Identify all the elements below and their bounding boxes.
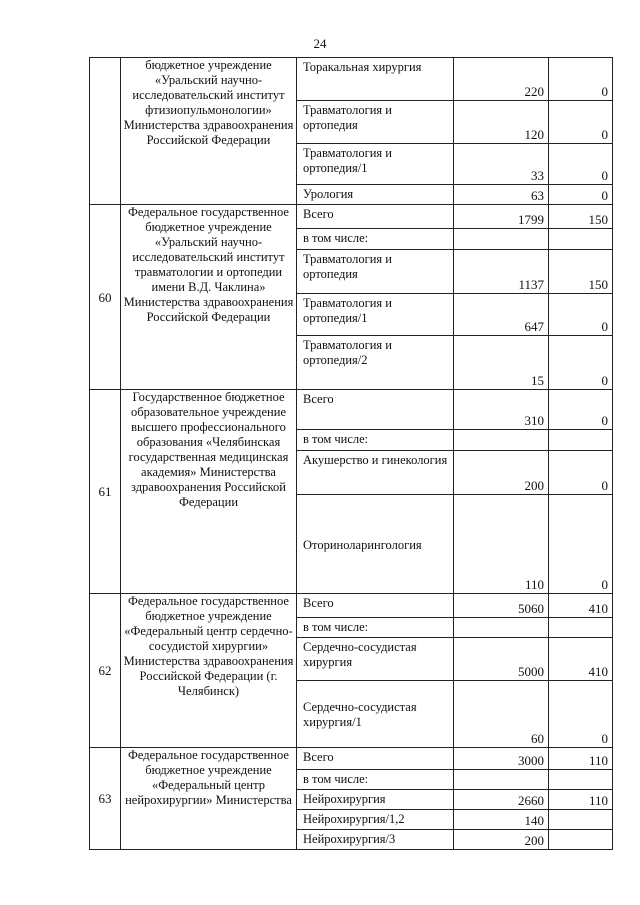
total-cell: 200 (454, 830, 549, 850)
profile-cell: Всего (297, 390, 454, 430)
profile-cell: Травматология и ортопедия/1 (297, 294, 454, 336)
total-cell: 120 (454, 101, 549, 144)
table-row (90, 58, 613, 101)
profile-cell: в том числе: (297, 770, 454, 790)
hightech-cell: 0 (549, 101, 613, 144)
total-cell (454, 229, 549, 250)
total-cell: 3000 (454, 748, 549, 770)
profile-cell: Акушерство и гинекология (297, 451, 454, 495)
hightech-cell: 150 (549, 250, 613, 294)
profile-cell: Нейрохирургия (297, 790, 454, 810)
profile-cell: Травматология и ортопедия/2 (297, 336, 454, 390)
table-row (90, 748, 613, 770)
hightech-cell (549, 810, 613, 830)
row-number: 61 (90, 390, 121, 594)
total-cell: 33 (454, 144, 549, 185)
profile-cell: Урология (297, 185, 454, 205)
total-cell: 5000 (454, 638, 549, 681)
profile-cell: Всего (297, 748, 454, 770)
profile-cell: в том числе: (297, 430, 454, 451)
hightech-cell (549, 830, 613, 850)
hightech-cell (549, 770, 613, 790)
row-number: 60 (90, 205, 121, 390)
profile-cell: Сердечно-сосудистая хирургия (297, 638, 454, 681)
hightech-cell: 0 (549, 390, 613, 430)
total-cell: 63 (454, 185, 549, 205)
profile-cell: Травматология и ортопедия (297, 250, 454, 294)
profile-cell: Сердечно-сосудистая хирургия/1 (297, 681, 454, 748)
hightech-cell (549, 229, 613, 250)
row-number (90, 58, 121, 205)
page-number: 24 (313, 36, 327, 51)
hightech-cell: 0 (549, 144, 613, 185)
total-cell: 15 (454, 336, 549, 390)
row-number: 63 (90, 748, 121, 850)
profile-cell: в том числе: (297, 618, 454, 638)
total-cell: 647 (454, 294, 549, 336)
total-cell: 140 (454, 810, 549, 830)
table-row (90, 205, 613, 229)
hightech-cell (549, 618, 613, 638)
institution-name: Федеральное государственное бюджетное учреждение «Федеральный центр нейрохирургии» Министерства (121, 748, 297, 850)
institution-name: Федеральное государственное бюджетное учреждение «Федеральный центр сердечно-сосудистой хирургии» Министерства здравоохранения Российской Федерации (г. Челябинск) (121, 594, 297, 748)
total-cell: 2660 (454, 790, 549, 810)
hightech-cell: 0 (549, 681, 613, 748)
profile-cell: Травматология и ортопедия (297, 101, 454, 144)
quota-table (89, 57, 613, 850)
hightech-cell: 110 (549, 790, 613, 810)
hightech-cell (549, 430, 613, 451)
profile-cell: Нейрохирургия/3 (297, 830, 454, 850)
institution-name: Федеральное государственное бюджетное учреждение «Уральский научно-исследовательский институт травматологии и ортопедии имени В.Д. Чаклина» Министерства здравоохранения Российской Федерации (121, 205, 297, 390)
hightech-cell: 0 (549, 495, 613, 594)
total-cell: 200 (454, 451, 549, 495)
hightech-cell: 410 (549, 594, 613, 618)
total-cell: 310 (454, 390, 549, 430)
hightech-cell: 0 (549, 185, 613, 205)
institution-name: бюджетное учреждение «Уральский научно-исследовательский институт фтизиопульмонологии» Министерства здравоохранения Российской Федерации (121, 58, 297, 205)
row-number: 62 (90, 594, 121, 748)
table-row (90, 594, 613, 618)
profile-cell: Оториноларингология (297, 495, 454, 594)
profile-cell: Нейрохирургия/1,2 (297, 810, 454, 830)
hightech-cell: 0 (549, 451, 613, 495)
total-cell: 1137 (454, 250, 549, 294)
total-cell (454, 430, 549, 451)
hightech-cell: 0 (549, 58, 613, 101)
table-row (90, 390, 613, 430)
total-cell: 110 (454, 495, 549, 594)
total-cell: 60 (454, 681, 549, 748)
total-cell (454, 618, 549, 638)
total-cell (454, 770, 549, 790)
profile-cell: в том числе: (297, 229, 454, 250)
hightech-cell: 0 (549, 294, 613, 336)
institution-name: Государственное бюджетное образовательное учреждение высшего профессионального образования «Челябинская государственная медицинская академия» Министерства здравоохранения Российской Федерации (121, 390, 297, 594)
hightech-cell: 150 (549, 205, 613, 229)
total-cell: 220 (454, 58, 549, 101)
hightech-cell: 0 (549, 336, 613, 390)
profile-cell: Всего (297, 205, 454, 229)
total-cell: 5060 (454, 594, 549, 618)
profile-cell: Травматология и ортопедия/1 (297, 144, 454, 185)
hightech-cell: 110 (549, 748, 613, 770)
hightech-cell: 410 (549, 638, 613, 681)
total-cell: 1799 (454, 205, 549, 229)
profile-cell: Всего (297, 594, 454, 618)
profile-cell: Торакальная хирургия (297, 58, 454, 101)
